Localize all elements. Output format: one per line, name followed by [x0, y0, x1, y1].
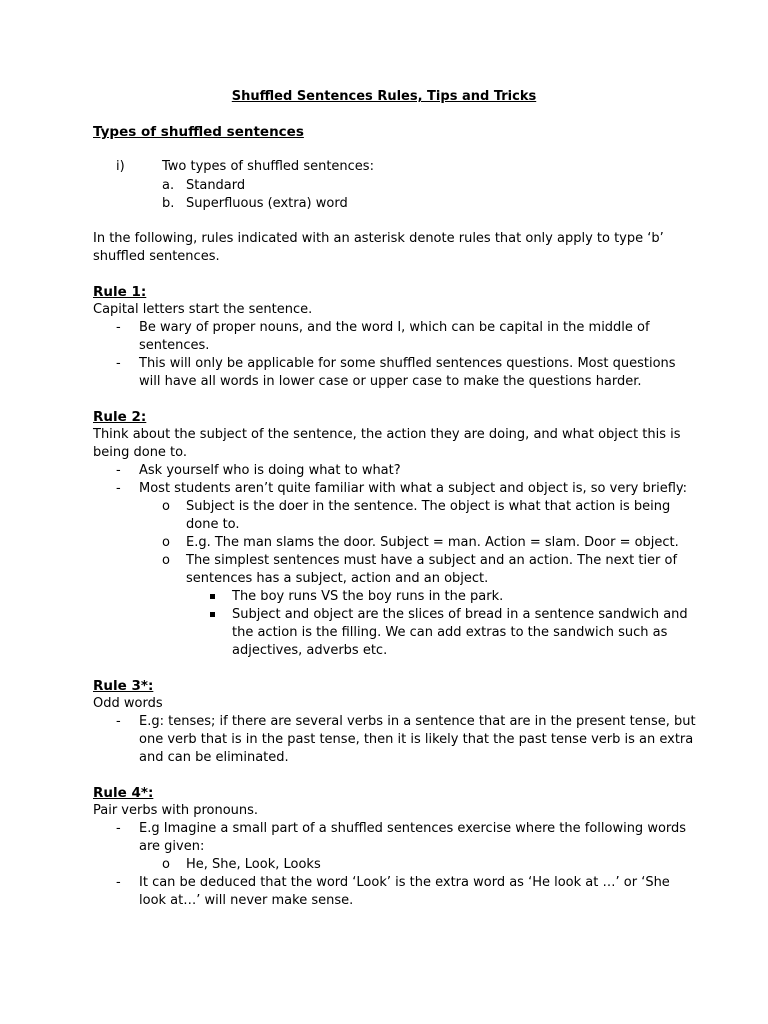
- rule2-sub1-line2: done to.: [186, 517, 240, 532]
- square-bullet-icon: [210, 612, 215, 617]
- rule3-bullet1-line2: one verb that is in the past tense, then it is likely that the past tense verb is an extra: [139, 732, 694, 747]
- rule2-sub1-line1: Subject is the doer in the sentence. The object is what that action is being: [186, 499, 671, 514]
- letter-marker-a: a.: [162, 178, 175, 193]
- rule2-sub3-line2: sentences has a subject, action and an object.: [186, 571, 489, 586]
- dash-marker: -: [116, 714, 121, 729]
- types-item-text: Two types of shuffled sentences:: [162, 159, 374, 174]
- types-sub-a: Standard: [186, 178, 246, 193]
- dash-marker: -: [116, 875, 121, 890]
- rule2-bullet1: Ask yourself who is doing what to what?: [139, 463, 401, 478]
- rule4-bullet2-line1: It can be deduced that the word ‘Look’ is the extra word as ‘He look at …’ or ‘She: [139, 875, 670, 890]
- rule2-tertiary2-line2: the action is the filling. We can add extras to the sandwich such as: [232, 625, 668, 640]
- rule4-bullet1-line1: E.g Imagine a small part of a shuffled sentences exercise where the following words: [139, 821, 687, 836]
- rule3-text: Odd words: [93, 696, 163, 711]
- rule2-tertiary1: The boy runs VS the boy runs in the park.: [232, 589, 504, 604]
- intro-text-line1: In the following, rules indicated with an asterisk denote rules that only apply to type ‘b’: [93, 231, 664, 246]
- rule2-heading: Rule 2:: [93, 409, 147, 425]
- rule2-sub2: E.g. The man slams the door. Subject = man. Action = slam. Door = object.: [186, 535, 679, 550]
- square-bullet-icon: [210, 594, 215, 599]
- rule2-text-line2: being done to.: [93, 445, 188, 460]
- rule1-heading: Rule 1:: [93, 284, 147, 300]
- intro-text-line2: shuffled sentences.: [93, 249, 220, 264]
- circle-marker: o: [162, 499, 170, 514]
- rule1-text: Capital letters start the sentence.: [93, 302, 313, 317]
- dash-marker: -: [116, 821, 121, 836]
- letter-marker-b: b.: [162, 196, 175, 211]
- rule2-bullet2: Most students aren’t quite familiar with what a subject and object is, so very briefly:: [139, 481, 688, 496]
- rule4-sub1: He, She, Look, Looks: [186, 857, 321, 872]
- circle-marker: o: [162, 857, 170, 872]
- circle-marker: o: [162, 553, 170, 568]
- rule4-text: Pair verbs with pronouns.: [93, 803, 259, 818]
- rule1-bullet1-line1: Be wary of proper nouns, and the word I, which can be capital in the middle of: [139, 320, 650, 335]
- rule3-bullet1-line1: E.g: tenses; if there are several verbs in a sentence that are in the present tense, but: [139, 714, 696, 729]
- dash-marker: -: [116, 320, 121, 335]
- rule2-tertiary2-line3: adjectives, adverbs etc.: [232, 643, 388, 658]
- page-title: Shuffled Sentences Rules, Tips and Tricks: [231, 89, 537, 104]
- rule3-bullet1-line3: and can be eliminated.: [139, 750, 289, 765]
- dash-marker: -: [116, 481, 121, 496]
- circle-marker: o: [162, 535, 170, 550]
- rule1-bullet1-line2: sentences.: [139, 338, 210, 353]
- rule1-bullet2-line1: This will only be applicable for some shuffled sentences questions. Most questions: [139, 356, 676, 371]
- types-sub-b: Superfluous (extra) word: [186, 196, 348, 211]
- rule1-bullet2-line2: will have all words in lower case or upper case to make the questions harder.: [139, 374, 642, 389]
- rule2-sub3-line1: The simplest sentences must have a subject and an action. The next tier of: [186, 553, 678, 568]
- dash-marker: -: [116, 356, 121, 371]
- rule3-heading: Rule 3*:: [93, 678, 154, 694]
- dash-marker: -: [116, 463, 121, 478]
- rule2-tertiary2-line1: Subject and object are the slices of bread in a sentence sandwich and: [232, 607, 688, 622]
- types-heading: Types of shuffled sentences: [93, 124, 304, 140]
- rule2-text-line1: Think about the subject of the sentence, the action they are doing, and what object this is: [93, 427, 681, 442]
- rule4-bullet2-line2: look at…’ will never make sense.: [139, 893, 354, 908]
- rule4-heading: Rule 4*:: [93, 785, 154, 801]
- roman-marker: i): [116, 159, 125, 174]
- rule4-bullet1-line2: are given:: [139, 839, 205, 854]
